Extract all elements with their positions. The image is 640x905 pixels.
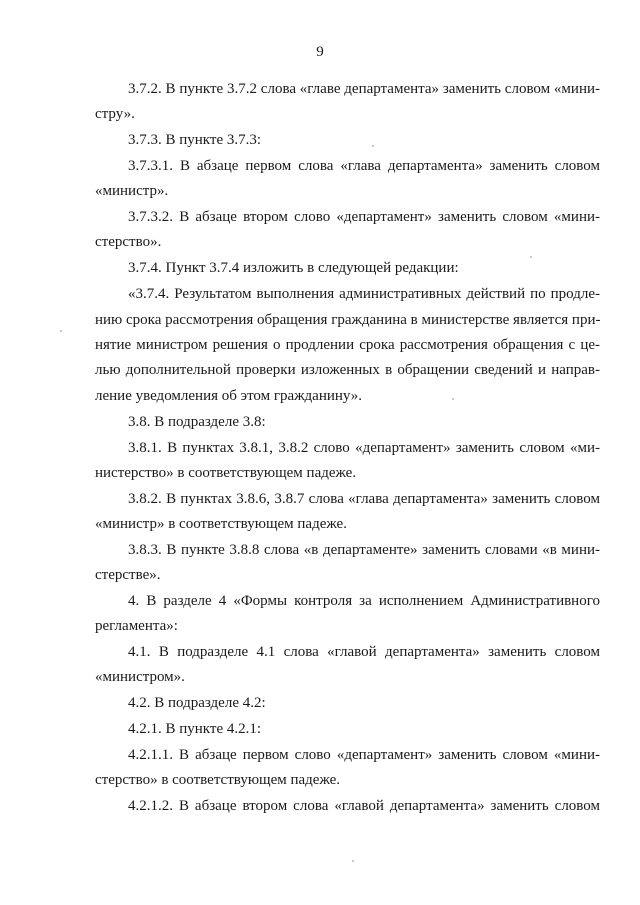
text-line: 3.8.3. В пункте 3.8.8 слова «в департаменте» заменить словами «в мини- xyxy=(128,542,600,558)
text-line: 3.7.3.1. В абзаце первом слова «глава департамента» заменить словом xyxy=(128,158,600,174)
text-line: 4.2. В подразделе 4.2: xyxy=(128,695,266,711)
text-line: лью дополнительной проверки изложенных в обращении сведений и направ- xyxy=(95,362,600,378)
text-line: 3.8.2. В пунктах 3.8.6, 3.8.7 слова «глава департамента» заменить словом xyxy=(128,491,600,507)
text-line: стру». xyxy=(95,106,135,122)
text-line: 4.2.1. В пункте 4.2.1: xyxy=(128,721,262,737)
text-line: «министром». xyxy=(95,669,185,685)
scan-speck xyxy=(452,398,454,400)
scan-speck xyxy=(372,145,374,147)
text-line: 3.7.3. В пункте 3.7.3: xyxy=(128,132,262,148)
text-line: 3.7.2. В пункте 3.7.2 слова «главе департамента» заменить словом «мини- xyxy=(128,81,600,97)
text-line: 4.2.1.2. В абзаце втором слова «главой департамента» заменить словом xyxy=(128,798,600,814)
text-line: 4.2.1.1. В абзаце первом слово «департамент» заменить словом «мини- xyxy=(128,747,600,763)
text-line: 4.1. В подразделе 4.1 слова «главой департамента» заменить словом xyxy=(128,644,600,660)
text-line: 3.8.1. В пунктах 3.8.1, 3.8.2 слово «департамент» заменить словом «ми- xyxy=(128,440,600,456)
text-line: стерство» в соответствующем падеже. xyxy=(95,772,341,788)
text-line: стерство». xyxy=(95,234,162,250)
text-line: «министр» в соответствующем падеже. xyxy=(95,516,347,532)
scan-speck xyxy=(352,860,354,862)
text-line: 4. В разделе 4 «Формы контроля за исполнением Административного xyxy=(128,593,600,609)
page-number: 9 xyxy=(316,44,324,60)
text-line: 3.7.3.2. В абзаце втором слово «департамент» заменить словом «мини- xyxy=(128,209,600,225)
text-line: нистерство» в соответствующем падеже. xyxy=(95,465,357,481)
text-line: ление уведомления об этом гражданину». xyxy=(95,388,363,404)
text-line: нию срока рассмотрения обращения гражданина в министерстве является при- xyxy=(95,312,601,328)
text-line: 3.8. В подразделе 3.8: xyxy=(128,414,266,430)
text-line: «министр». xyxy=(95,183,169,199)
text-line: нятие министром решения о продлении срока рассмотрения обращения с це- xyxy=(95,337,600,353)
text-line: «3.7.4. Результатом выполнения административных действий по продле- xyxy=(128,286,600,302)
text-line: регламента»: xyxy=(95,618,178,634)
scan-speck xyxy=(60,330,62,332)
scan-speck xyxy=(530,256,532,258)
text-line: 3.7.4. Пункт 3.7.4 изложить в следующей редакции: xyxy=(128,260,459,276)
text-line: стерстве». xyxy=(95,567,161,583)
